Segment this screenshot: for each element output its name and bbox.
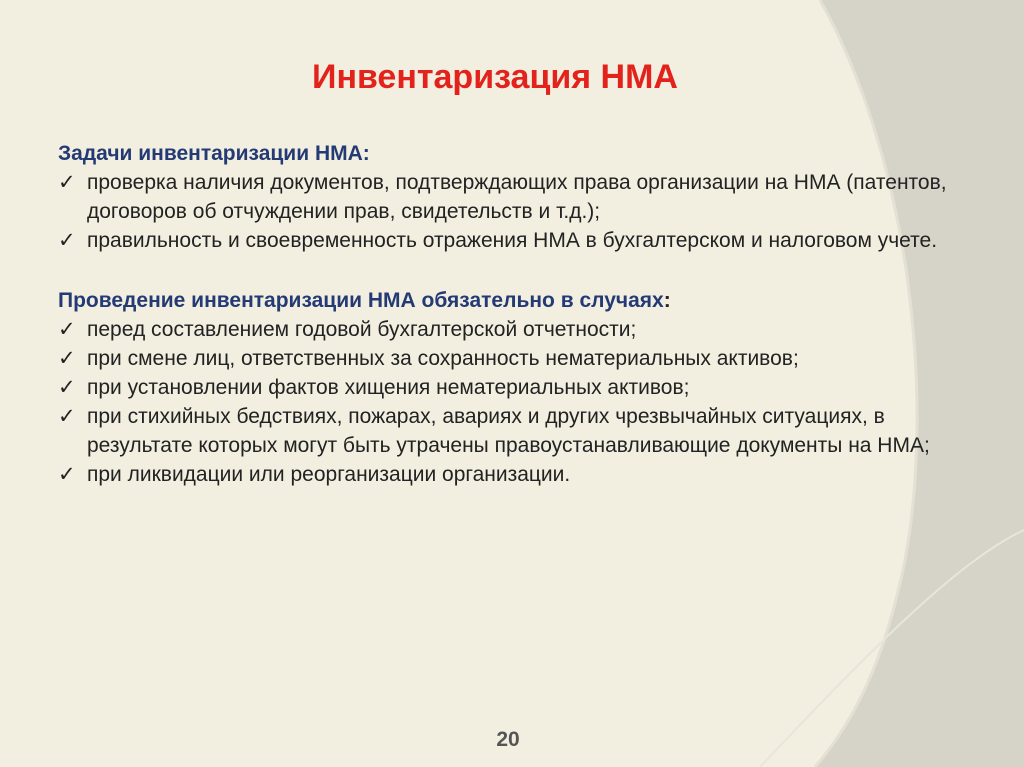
list-item <box>58 168 978 226</box>
list-item-text: перед составлением годовой бухгалтерской отчетности; <box>87 318 637 341</box>
list-item <box>58 315 978 344</box>
list-item-text: при установлении фактов хищения нематериальных активов; <box>87 376 690 399</box>
list-item <box>58 373 978 402</box>
tasks-list <box>58 168 978 255</box>
list-item <box>58 402 978 460</box>
list-item-text: при ликвидации или реорганизации организации. <box>87 463 571 486</box>
checkmark-icon: ✓ <box>58 404 76 428</box>
list-item-text: проверка наличия документов, подтверждающих права организации на НМА (патентов, договоров об отчуждении прав, свидетельств и т.д.); <box>87 171 947 223</box>
list-item <box>58 460 978 489</box>
mandatory-cases-heading <box>58 287 978 315</box>
mandatory-cases-list <box>58 315 978 489</box>
list-item-text: при стихийных бедствиях, пожарах, авариях и других чрезвычайных ситуациях, в результате которых могут быть утрачены правоустанавливающие документы на НМА; <box>87 405 930 457</box>
checkmark-icon: ✓ <box>58 228 76 252</box>
checkmark-icon: ✓ <box>58 375 76 399</box>
list-item <box>58 344 978 373</box>
checkmark-icon: ✓ <box>58 317 76 341</box>
checkmark-icon: ✓ <box>58 346 76 370</box>
page-number: 20 <box>496 728 520 751</box>
list-item-text: при смене лиц, ответственных за сохранность нематериальных активов; <box>87 347 799 370</box>
checkmark-icon: ✓ <box>58 462 76 486</box>
mandatory-cases-heading-text: Проведение инвентаризации НМА обязательно в случаях <box>58 289 664 312</box>
tasks-heading: Задачи инвентаризации НМА: <box>58 142 370 165</box>
slide-content <box>58 140 978 489</box>
slide-title: Инвентаризация НМА <box>312 58 678 96</box>
heading-colon: : <box>663 289 671 312</box>
list-item-text: правильность и своевременность отражения НМА в бухгалтерском и налоговом учете. <box>87 229 938 252</box>
list-item <box>58 226 978 255</box>
tasks-section <box>58 140 978 255</box>
checkmark-icon: ✓ <box>58 170 76 194</box>
mandatory-cases-section <box>58 287 978 489</box>
